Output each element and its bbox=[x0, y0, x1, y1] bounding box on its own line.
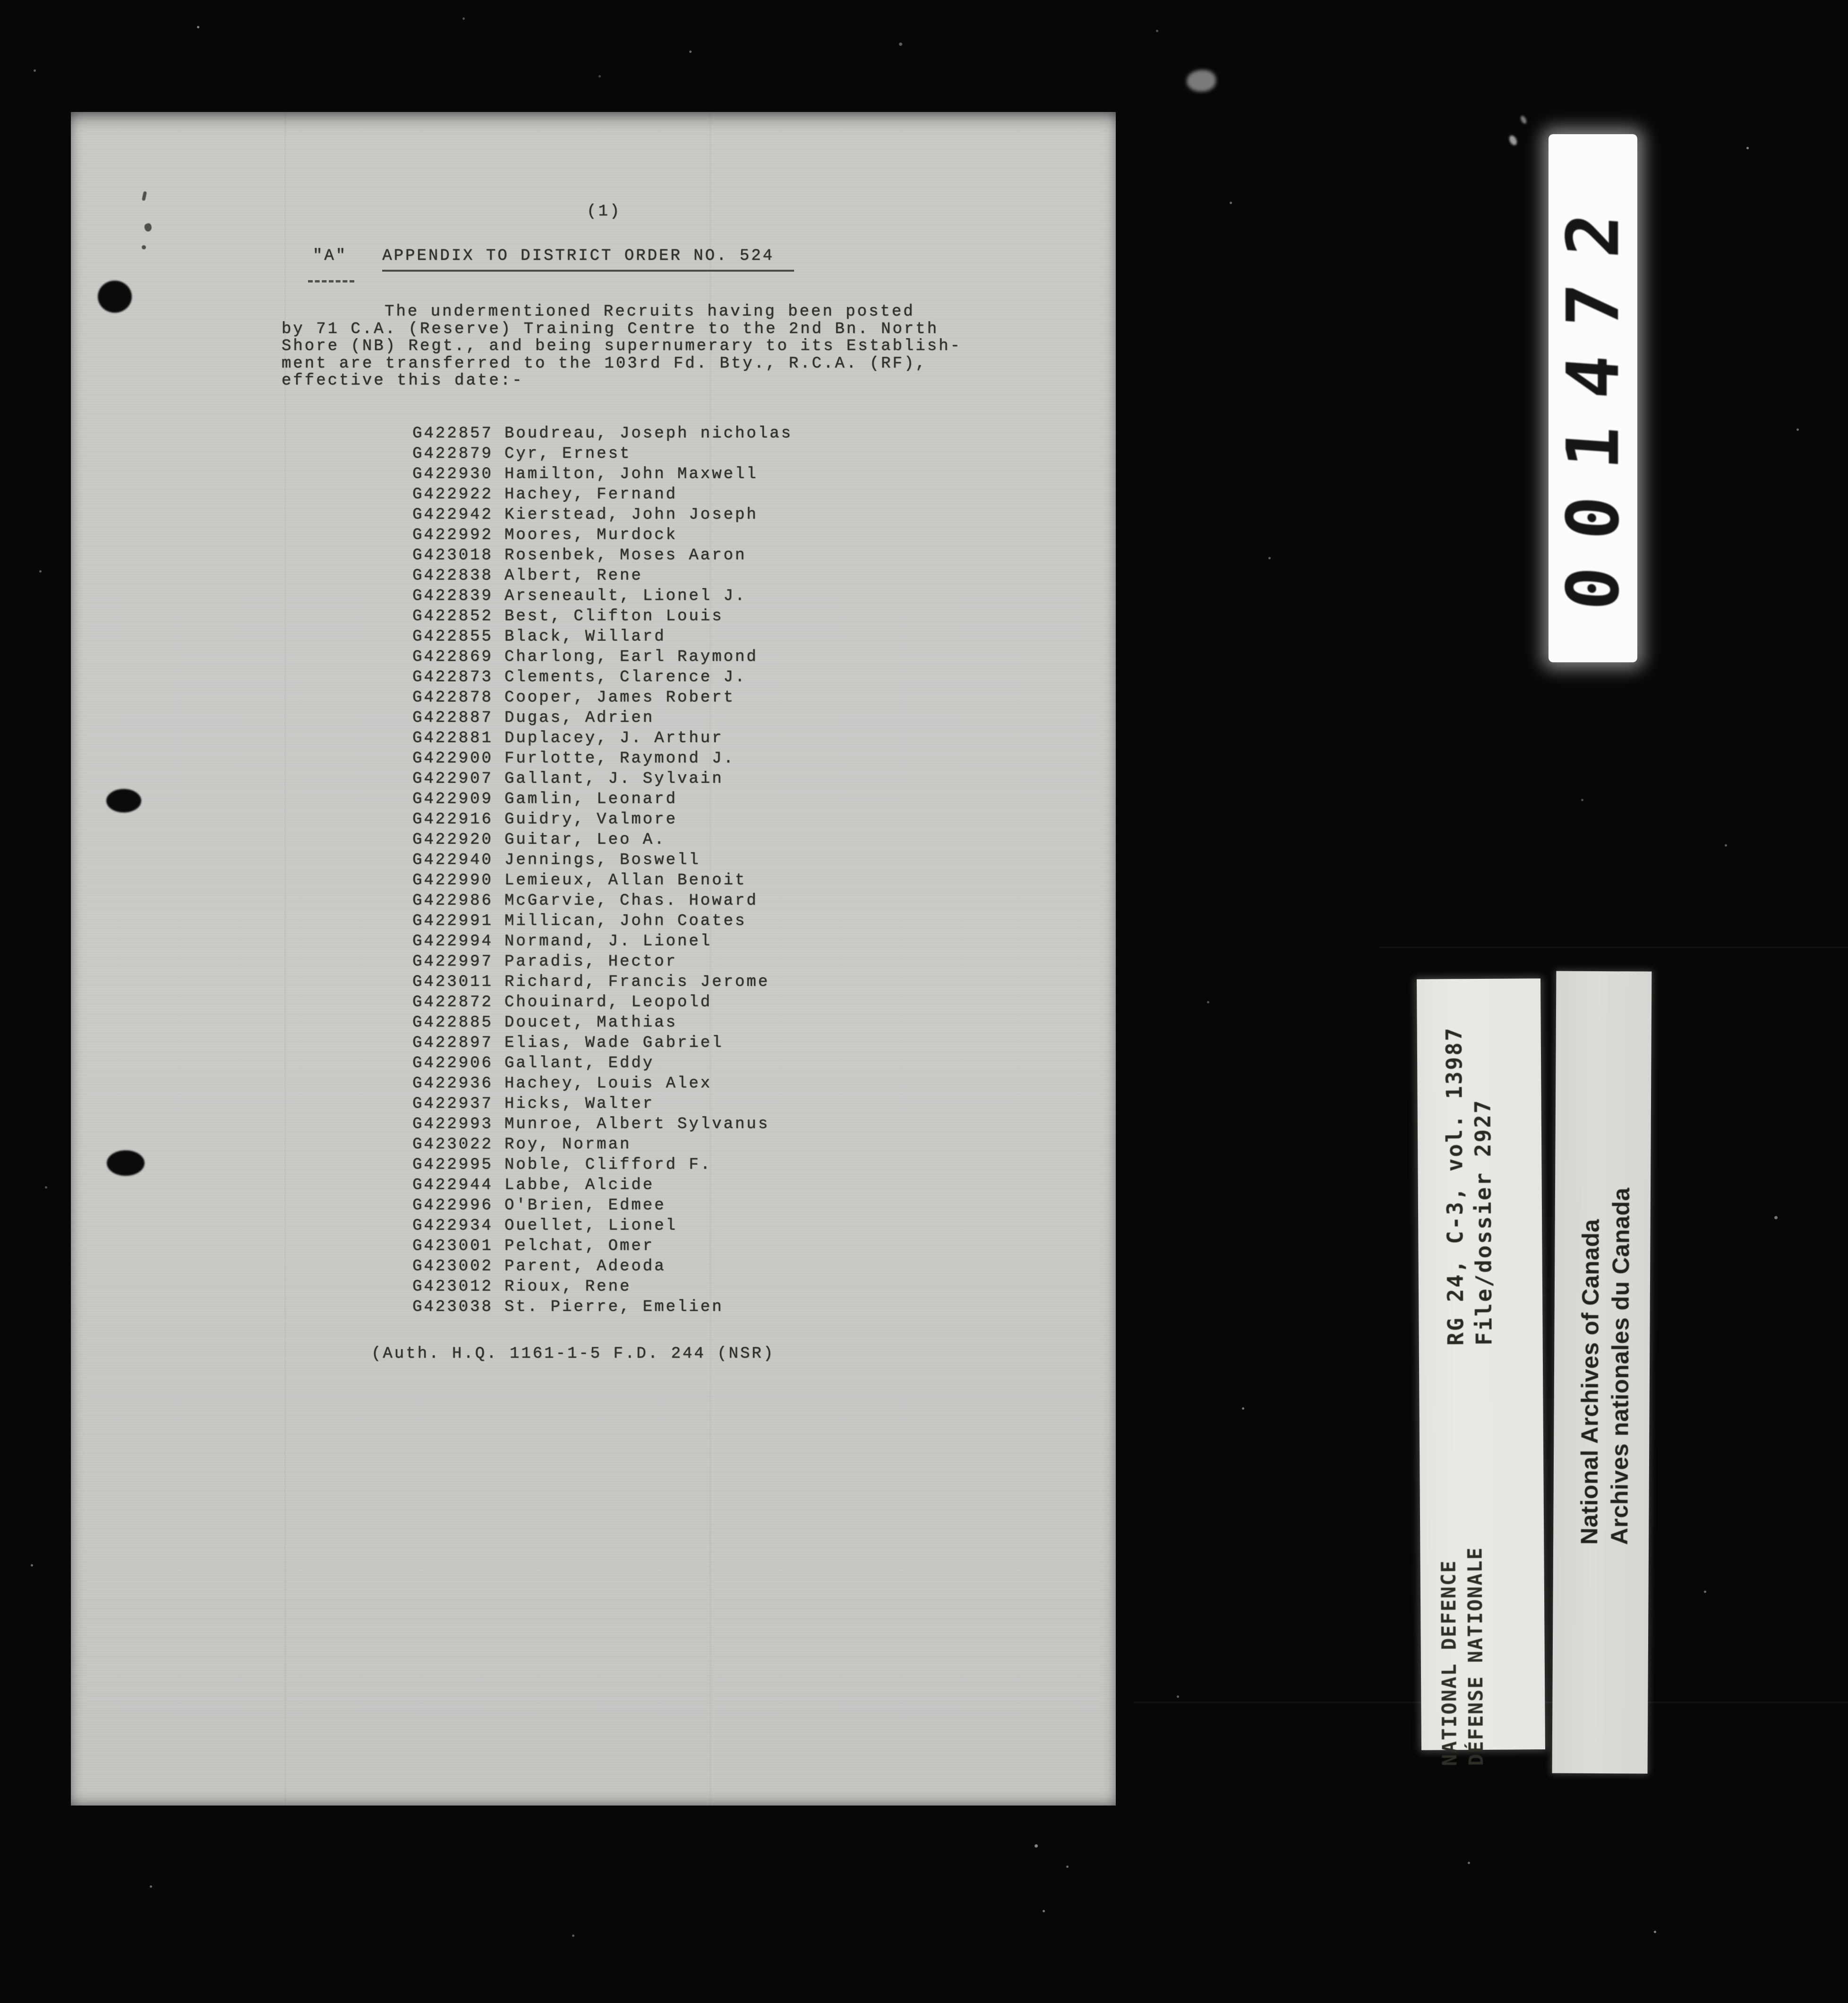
recruit-service-number: G422885 bbox=[412, 1014, 493, 1032]
recruit-row bbox=[412, 1094, 793, 1114]
recruit-name: Boudreau, Joseph nicholas bbox=[504, 425, 793, 443]
recruit-service-number: G422990 bbox=[412, 872, 493, 890]
recruit-row bbox=[412, 830, 793, 850]
page-number: (1) bbox=[587, 203, 622, 221]
recruit-list bbox=[412, 424, 793, 1318]
recruit-name: St. Pierre, Emelien bbox=[504, 1298, 724, 1316]
recruit-service-number: G423002 bbox=[412, 1258, 493, 1275]
national-defence-line2: DÉFENSE NATIONALE bbox=[1463, 1547, 1488, 1766]
recruit-name: Cyr, Ernest bbox=[504, 445, 632, 463]
recruit-row bbox=[412, 1297, 793, 1318]
national-archives-line1: National Archives of Canada bbox=[1576, 1219, 1604, 1545]
recruit-row bbox=[412, 1277, 793, 1297]
recruit-row bbox=[412, 1236, 793, 1257]
recruit-service-number: G422897 bbox=[412, 1034, 493, 1052]
recruit-row bbox=[412, 1175, 793, 1196]
recruit-name: Hicks, Walter bbox=[504, 1095, 655, 1113]
recruit-row bbox=[412, 810, 793, 830]
recruit-name: Black, Willard bbox=[504, 628, 666, 646]
recruit-name: Ouellet, Lionel bbox=[504, 1217, 677, 1235]
recruit-service-number: G422869 bbox=[412, 648, 493, 666]
recruit-row bbox=[412, 891, 793, 911]
recruit-name: Hamilton, John Maxwell bbox=[504, 465, 758, 483]
recruit-name: Elias, Wade Gabriel bbox=[504, 1034, 724, 1052]
order-paragraph bbox=[282, 303, 962, 390]
recruit-name: Chouinard, Leopold bbox=[504, 993, 712, 1011]
recruit-name: Charlong, Earl Raymond bbox=[504, 648, 758, 666]
recruit-service-number: G422934 bbox=[412, 1217, 493, 1235]
recruit-service-number: G423001 bbox=[412, 1237, 493, 1255]
recruit-service-number: G423022 bbox=[412, 1136, 493, 1154]
recruit-service-number: G422996 bbox=[412, 1197, 493, 1215]
national-archives-line2: Archives nationales du Canada bbox=[1606, 1187, 1635, 1545]
recruit-row bbox=[412, 485, 793, 505]
paragraph-line: ment are transferred to the 103rd Fd. Bty., R.C.A. (RF), bbox=[282, 354, 927, 373]
recruit-service-number: G422879 bbox=[412, 445, 493, 463]
dust-blob bbox=[1187, 70, 1216, 92]
recruit-name: Pelchat, Omer bbox=[504, 1237, 655, 1255]
recruit-row bbox=[412, 850, 793, 871]
hole-punch bbox=[98, 281, 132, 313]
archive-reference-line2: File/dossier 2927 bbox=[1470, 1098, 1497, 1346]
recruit-row bbox=[412, 586, 793, 607]
ink-mark bbox=[142, 191, 147, 201]
recruit-name: Normand, J. Lionel bbox=[504, 933, 712, 950]
film-scanline bbox=[1379, 947, 1848, 948]
ink-mark bbox=[142, 245, 146, 249]
paragraph-line: effective this date:- bbox=[282, 372, 524, 390]
paragraph-line: by 71 C.A. (Reserve) Training Centre to the 2nd Bn. North bbox=[282, 320, 939, 338]
recruit-row bbox=[412, 1033, 793, 1053]
recruit-row bbox=[412, 993, 793, 1013]
page-title: APPENDIX TO DISTRICT ORDER NO. 524 bbox=[382, 247, 794, 272]
recruit-row bbox=[412, 708, 793, 728]
recruit-name: Noble, Clifford F. bbox=[504, 1156, 712, 1174]
appendix-label-underline bbox=[308, 280, 354, 282]
recruit-row bbox=[412, 789, 793, 810]
recruit-service-number: G422936 bbox=[412, 1075, 493, 1093]
recruit-name: Millican, John Coates bbox=[504, 912, 747, 930]
authority-footer: (Auth. H.Q. 1161-1-5 F.D. 244 (NSR) bbox=[371, 1345, 775, 1363]
recruit-service-number: G422887 bbox=[412, 709, 493, 727]
national-defence-stamp bbox=[1435, 1501, 1491, 1766]
recruit-row bbox=[412, 911, 793, 932]
recruit-row bbox=[412, 668, 793, 688]
recruit-row bbox=[412, 546, 793, 566]
recruit-service-number: G422997 bbox=[412, 953, 493, 971]
recruit-name: Gallant, J. Sylvain bbox=[504, 770, 724, 788]
recruit-service-number: G422993 bbox=[412, 1115, 493, 1133]
recruit-name: Labbe, Alcide bbox=[504, 1176, 655, 1194]
recruit-service-number: G422900 bbox=[412, 750, 493, 768]
recruit-name: Duplacey, J. Arthur bbox=[504, 729, 724, 747]
recruit-service-number: G423038 bbox=[412, 1298, 493, 1316]
recruit-service-number: G422995 bbox=[412, 1156, 493, 1174]
recruit-row bbox=[412, 647, 793, 668]
recruit-name: Hachey, Fernand bbox=[504, 486, 677, 504]
recruit-name: Clements, Clarence J. bbox=[504, 668, 747, 686]
recruit-row bbox=[412, 932, 793, 952]
recruit-service-number: G422907 bbox=[412, 770, 493, 788]
recruit-row bbox=[412, 627, 793, 647]
recruit-name: Gallant, Eddy bbox=[504, 1054, 655, 1072]
recruit-service-number: G422852 bbox=[412, 608, 493, 625]
recruit-row bbox=[412, 749, 793, 769]
recruit-service-number: G422991 bbox=[412, 912, 493, 930]
recruit-name: Furlotte, Raymond J. bbox=[504, 750, 735, 768]
recruit-name: Arseneault, Lionel J. bbox=[504, 587, 747, 605]
recruit-row bbox=[412, 688, 793, 708]
recruit-service-number: G422872 bbox=[412, 993, 493, 1011]
recruit-name: Richard, Francis Jerome bbox=[504, 973, 770, 991]
recruit-service-number: G423012 bbox=[412, 1278, 493, 1296]
national-archives-label bbox=[1574, 1148, 1640, 1545]
recruit-row bbox=[412, 525, 793, 546]
appendix-label: "A" bbox=[313, 247, 348, 265]
document-header bbox=[313, 247, 794, 265]
recruit-name: Rioux, Rene bbox=[504, 1278, 632, 1296]
recruit-row bbox=[412, 769, 793, 789]
recruit-row bbox=[412, 972, 793, 993]
recruit-name: Jennings, Boswell bbox=[504, 851, 701, 869]
recruit-service-number: G422920 bbox=[412, 831, 493, 849]
hole-punch bbox=[106, 789, 141, 813]
archive-reference-line1: RG 24, C-3, vol. 13987 bbox=[1441, 1026, 1469, 1346]
recruit-row bbox=[412, 464, 793, 485]
recruit-name: Cooper, James Robert bbox=[504, 689, 735, 707]
recruit-row bbox=[412, 1053, 793, 1074]
recruit-service-number: G422930 bbox=[412, 465, 493, 483]
recruit-row bbox=[412, 607, 793, 627]
recruit-name: Paradis, Hector bbox=[504, 953, 677, 971]
recruit-service-number: G422881 bbox=[412, 729, 493, 747]
recruit-row bbox=[412, 728, 793, 749]
recruit-service-number: G422873 bbox=[412, 668, 493, 686]
recruit-name: McGarvie, Chas. Howard bbox=[504, 892, 758, 910]
film-counter-strip bbox=[1549, 134, 1637, 662]
recruit-name: Kierstead, John Joseph bbox=[504, 506, 758, 524]
recruit-name: Rosenbek, Moses Aaron bbox=[504, 547, 747, 565]
recruit-name: Guidry, Valmore bbox=[504, 811, 677, 829]
recruit-name: Lemieux, Allan Benoit bbox=[504, 872, 747, 890]
recruit-row bbox=[412, 1074, 793, 1094]
recruit-service-number: G422909 bbox=[412, 790, 493, 808]
recruit-service-number: G422839 bbox=[412, 587, 493, 605]
national-defence-line1: NATIONAL DEFENCE bbox=[1437, 1559, 1462, 1766]
recruit-row bbox=[412, 871, 793, 891]
paragraph-line: Shore (NB) Regt., and being supernumerary to its Establish- bbox=[282, 337, 962, 355]
recruit-row bbox=[412, 1196, 793, 1216]
recruit-name: Moores, Murdock bbox=[504, 526, 677, 544]
hole-punch bbox=[107, 1150, 145, 1176]
recruit-service-number: G422940 bbox=[412, 851, 493, 869]
recruit-row bbox=[412, 424, 793, 444]
recruit-row bbox=[412, 1216, 793, 1236]
recruit-row bbox=[412, 952, 793, 972]
film-dust-speckles bbox=[0, 0, 1, 1]
recruit-row bbox=[412, 1257, 793, 1277]
document-page bbox=[71, 112, 1116, 1806]
recruit-name: Doucet, Mathias bbox=[504, 1014, 677, 1032]
paragraph-line: The undermentioned Recruits having been posted bbox=[385, 303, 915, 321]
recruit-service-number: G422992 bbox=[412, 526, 493, 544]
recruit-name: Best, Clifton Louis bbox=[504, 608, 724, 625]
recruit-service-number: G422942 bbox=[412, 506, 493, 524]
recruit-service-number: G422944 bbox=[412, 1176, 493, 1194]
recruit-service-number: G422937 bbox=[412, 1095, 493, 1113]
national-archives-strip bbox=[1552, 971, 1652, 1773]
ink-mark bbox=[144, 223, 153, 232]
archive-reference-label bbox=[1439, 986, 1502, 1346]
recruit-service-number: G422922 bbox=[412, 486, 493, 504]
recruit-service-number: G422878 bbox=[412, 689, 493, 707]
recruit-name: Dugas, Adrien bbox=[504, 709, 655, 727]
recruit-name: Gamlin, Leonard bbox=[504, 790, 677, 808]
recruit-name: Hachey, Louis Alex bbox=[504, 1075, 712, 1093]
recruit-name: Albert, Rene bbox=[504, 567, 643, 585]
recruit-service-number: G422855 bbox=[412, 628, 493, 646]
recruit-service-number: G422916 bbox=[412, 811, 493, 829]
recruit-row bbox=[412, 505, 793, 525]
recruit-name: Munroe, Albert Sylvanus bbox=[504, 1115, 770, 1133]
recruit-name: Guitar, Leo A. bbox=[504, 831, 666, 849]
film-counter-value: 001472 bbox=[1551, 183, 1635, 613]
recruit-name: Roy, Norman bbox=[504, 1136, 632, 1154]
archive-reference-strip bbox=[1417, 978, 1545, 1766]
recruit-row bbox=[412, 444, 793, 464]
recruit-service-number: G422906 bbox=[412, 1054, 493, 1072]
recruit-row bbox=[412, 1135, 793, 1155]
recruit-row bbox=[412, 1114, 793, 1135]
recruit-service-number: G423011 bbox=[412, 973, 493, 991]
recruit-service-number: G422986 bbox=[412, 892, 493, 910]
film-scratch-mark bbox=[1508, 134, 1519, 146]
recruit-service-number: G422838 bbox=[412, 567, 493, 585]
recruit-service-number: G422857 bbox=[412, 425, 493, 443]
recruit-name: Parent, Adeoda bbox=[504, 1258, 666, 1275]
recruit-row bbox=[412, 1155, 793, 1175]
recruit-row bbox=[412, 566, 793, 586]
recruit-row bbox=[412, 1013, 793, 1033]
recruit-service-number: G423018 bbox=[412, 547, 493, 565]
recruit-name: O'Brien, Edmee bbox=[504, 1197, 666, 1215]
recruit-service-number: G422994 bbox=[412, 933, 493, 950]
